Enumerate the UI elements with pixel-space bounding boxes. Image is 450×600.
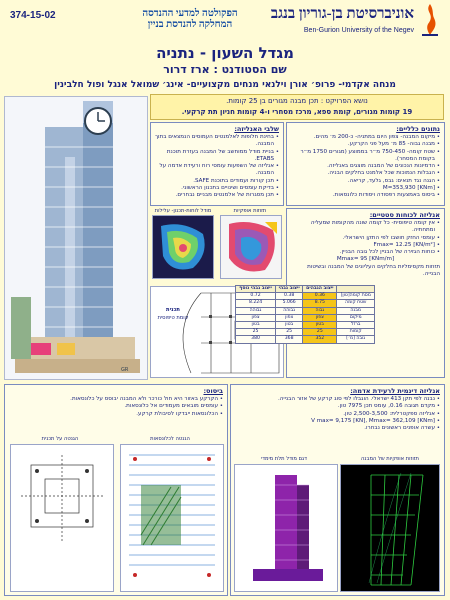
raft-plan-figure	[10, 444, 114, 592]
table-cell: 368	[276, 336, 303, 343]
foundation-heading: ביסוס:	[203, 387, 223, 395]
comparison-table	[235, 285, 375, 344]
table-cell: 25	[276, 329, 303, 336]
table-cell: 25	[303, 329, 337, 336]
list-item: • הקרקע באזור היא חול כורכר ולא המבנה יבוסס על כלונסאות.	[9, 396, 223, 403]
list-item: • עשרה אופנים ראשונים נבחרו.	[235, 425, 440, 432]
table-cell: ברזל	[337, 322, 375, 329]
student-name: שם הסטודנט : ארז דרור	[163, 63, 287, 76]
foundation-caption-left: הגנטה על תכנית	[41, 436, 79, 442]
university-name-en: Ben-Gurion University of the Negev	[303, 27, 414, 34]
list-item: • מיקום המבנה- צפון היום במתניה- כ-200 מ׳ מהים.	[291, 134, 440, 141]
table-cell: מבנה	[337, 307, 375, 314]
table-cell: 8.224	[236, 300, 276, 307]
list-item: • נבנה לפי תקן 413 ישראלי. הוגבלו לפי סוג קרקע של אזור הבנייה.	[235, 396, 440, 403]
table-header-cell	[337, 286, 375, 293]
header	[0, 0, 450, 44]
svg-text:GR: GR	[121, 367, 129, 373]
slab-figure	[152, 215, 214, 279]
list-item: • בדיקת עומסים ושינויים בתכנון הראשוני.	[155, 185, 279, 192]
table-cell: 5.066	[276, 300, 303, 307]
table-cell: גבוה	[303, 307, 337, 314]
deformation-caption: תזוזות אופקיות	[233, 208, 267, 214]
list-item: • M=353,930 [KNm]	[291, 185, 440, 192]
table-cell: 380	[236, 336, 276, 343]
list-item: • ביסוס באמצעות רפסודה ויסודות כלונסאות.	[291, 192, 440, 199]
table-row	[236, 322, 375, 329]
table-row	[236, 300, 375, 307]
table-cell: גבוהה	[276, 307, 303, 314]
tower-image	[5, 97, 147, 379]
plan-caption-2: קומת טיפוסית	[157, 315, 189, 321]
tower-rendering	[4, 96, 148, 380]
table-cell: מסת קומה[טון]	[337, 293, 375, 300]
table-cell: צפון	[236, 314, 276, 321]
table-cell: צפון	[276, 314, 303, 321]
table-cell: קומות	[337, 329, 375, 336]
general-heading: נתונים כלליים:	[396, 125, 440, 133]
analysis-heading: אנליזה לכוחות סטטיים:	[369, 211, 440, 219]
list-item: • הכלונסאות ייבדקו לסיבולת קרקע.	[9, 411, 223, 418]
slab-caption: מודל לוחות-תכנון- עלילות	[154, 208, 212, 214]
advisors: מנחה אקדמי- פרופ׳ אורן וילנאי מנחים מקצועיים- אינג׳ שמואל אנגל ופול חלבינין	[54, 80, 396, 90]
flame-logo-icon	[418, 2, 442, 38]
table-cell: 0.72	[236, 293, 276, 300]
table-header-row	[236, 286, 375, 293]
faculty-block	[120, 8, 260, 30]
list-item: • אין קומה טיפוסית- כל קומה שונה מהקומות שמעליה ומתחתיה.	[291, 220, 440, 235]
university-logo	[258, 2, 442, 42]
analysis-stages-box	[150, 122, 284, 206]
list-item: • מקדם תגובה 0.16, עומס תכן 7975 טון.	[235, 403, 440, 410]
subject-line-1: נושא הפרויקט : תכן מבנה מגורים בן 25 קומות.	[226, 97, 368, 105]
table-header-cell: ייצוב גבהי נוסף	[236, 286, 276, 293]
table-cell: בטון	[276, 322, 303, 329]
table-header-cell: ייצוב גבהי	[276, 286, 303, 293]
university-name-he: אוניברסיטת בן-גוריון בנגב	[270, 6, 414, 22]
list-item: • בניית מודל ממוחשב של המבנה בעזרת תוכנת ETABS.	[155, 149, 279, 164]
list-item: • מבנה גבוה- 85 מ׳ מעל פני הקרקע.	[291, 141, 440, 148]
moment-value: Mmax= 95 [KNm/m]	[336, 256, 395, 263]
plan-caption: תכנית	[166, 307, 180, 313]
list-item: • עומסי החזק חושבו לפי התקן הישראלי.	[291, 235, 440, 242]
table-cell: צפון	[303, 314, 337, 321]
dynamic-caption-right: תזוזות אופקיות של המבנה	[361, 456, 419, 462]
table-cell: בטון	[236, 322, 276, 329]
list-item: • כוחות הגזירה של הבניין לכל גובה הבניין.	[291, 249, 440, 256]
dynamic-heading: אנליזה דינמית לרעידת אדמה:	[350, 387, 440, 395]
pile-layout-figure	[120, 444, 224, 592]
subject-band	[150, 94, 444, 120]
stages-heading: שלבי האנליזה:	[234, 125, 279, 133]
mode-shape-figure	[340, 464, 440, 592]
table-cell: 25	[236, 329, 276, 336]
list-item: • שטח קומה- 750-450 מ״ר בממוצע (מגורים 1750 מ״ר בקומת המסחר).	[291, 149, 440, 164]
list-item: • הדמיונות הנכונים של המבנה מוצגים באנליזה.	[291, 163, 440, 170]
table-cell: 0.38	[276, 293, 303, 300]
table-cell: 0.36	[303, 293, 337, 300]
analysis-note: תזוזות מקסימליות בחלקים העליונים של המבנה ובשיטות הבנייה.	[307, 263, 440, 278]
foundation-caption-right: הגנטה לכלונסאות	[150, 436, 190, 442]
project-code: 374-15-02	[10, 10, 56, 21]
general-data-box	[286, 122, 445, 206]
table-cell: גובה [מ׳]	[337, 336, 375, 343]
table-cell: 352	[303, 336, 337, 343]
table-cell: שטח קומה	[337, 300, 375, 307]
table-cell: מיקום	[337, 314, 375, 321]
list-item: • עומסים מובאים מעמודים אל כלונסאות.	[9, 403, 223, 410]
list-item: • בחינת חלופות לאלמנטים העמוסים הנמצאים בתוך המבנה.	[155, 134, 279, 149]
list-item: • תכן מסגרות של אלמנטים מבניים נבחרים.	[155, 192, 279, 199]
table-cell: 8.75	[303, 300, 337, 307]
list-item: • אנליזה של השפעות עומסי רוח ורעידת אדמה על המבנה.	[155, 163, 279, 178]
subject-line-2: 19 קומות מגורים, קומת ספא, מרכז מסחרי ו-4 קומות חניון תת קרקעי.	[181, 108, 413, 116]
project-title: מגדל השעון - נתניה	[156, 44, 294, 62]
3d-model-figure	[234, 464, 338, 592]
list-item: • תכן קורות ועמודים בתוכנת SAFE.	[155, 178, 279, 185]
list-item: • Fmax= 12.25 [KN/m²]	[291, 242, 440, 249]
dynamic-caption-left: דגם מודל תלת מימדי	[260, 456, 308, 462]
list-item: • הגנה נגד תנאים: גבס, גלעד, קריאה.	[291, 178, 440, 185]
list-item: • הגבלות הנמוכות שכל אלמנט בחלקים הבניה.	[291, 170, 440, 177]
table-cell: גבוהה	[236, 307, 276, 314]
table-row	[236, 329, 375, 336]
table-row	[236, 307, 375, 314]
department-name: המחלקה להנדסת בניין	[147, 19, 233, 30]
table-cell: בטון	[303, 322, 337, 329]
list-item: • V max= 9,175 [KN], Mmax= 362,109 [KNm]	[235, 418, 440, 425]
table-row	[236, 336, 375, 343]
faculty-name: הפקולטה למדעי ההנדסה	[142, 8, 238, 19]
list-item: • אנליזה ספקטרלית: 2,500-3,500 טון.	[235, 411, 440, 418]
deformation-figure	[220, 215, 282, 279]
table-row	[236, 293, 375, 300]
table-header-cell: ייצוב הגבהים	[303, 286, 337, 293]
table-row	[236, 314, 375, 321]
